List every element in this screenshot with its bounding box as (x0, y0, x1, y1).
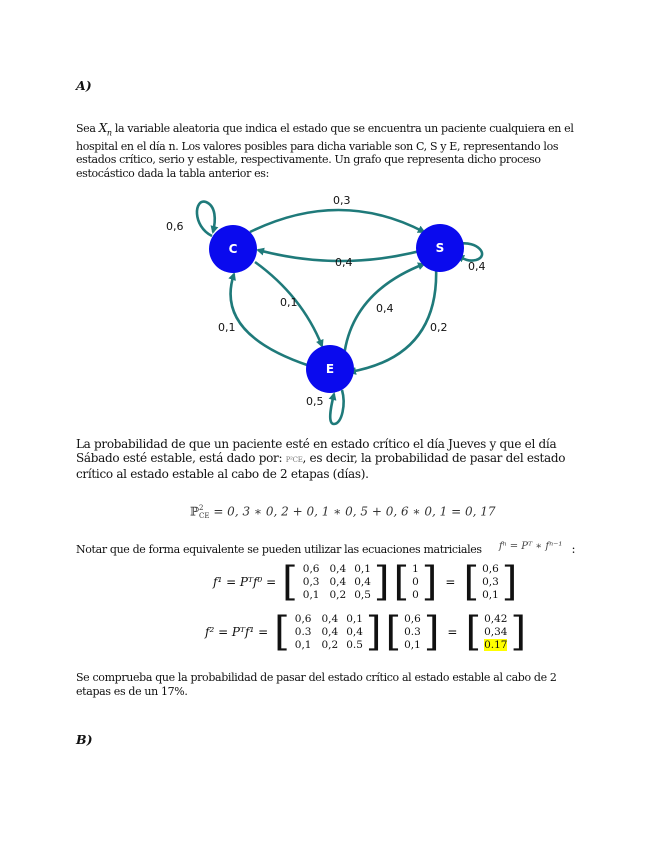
mat2-v: [ 0,6 0.3 0,1 ] (385, 609, 440, 655)
prob-line3: crítico al estado estable al cabo de 2 etapas (días). (76, 467, 369, 481)
edge-label-se: 0,2 (430, 321, 448, 334)
state-graph (160, 188, 500, 428)
mat1-result: [ 0,6 0,3 0,1 ] (463, 559, 518, 605)
prob-line1: La probabilidad de que un paciente esté en estado crítico el día Jueves y que el día (76, 437, 557, 451)
conclusion-paragraph (76, 671, 596, 698)
intro-line1: la variable aleatoria que indica el estado que se encuentra un paciente cualquiera en el (114, 122, 574, 135)
mat2-eq: = (447, 625, 458, 639)
edge-c-s (250, 210, 424, 232)
notar-colon: : (571, 542, 576, 556)
edge-label-cs: 0,3 (333, 194, 351, 207)
edge-label-sc: 0,4 (335, 256, 353, 269)
edge-label-cc: 0,6 (166, 220, 184, 233)
notar-text: Notar que de forma equivalente se pueden utilizar las ecuaciones matriciales (76, 543, 482, 556)
mat1-v: [ 1 0 0 ] (393, 559, 438, 605)
heading-a: A) (76, 78, 92, 93)
node-e-label: E (325, 362, 335, 376)
highlighted-result: 0.17 (484, 638, 508, 651)
mat1-eq: = (445, 575, 456, 589)
intro-line2: hospital en el día n. Los valores posibles para dicha variable son C, S y E, representando los (76, 139, 559, 153)
edge-label-ec: 0,1 (218, 321, 236, 334)
edge-label-ee: 0,5 (306, 395, 324, 408)
prob-symbol: P²CE (285, 456, 303, 464)
mat2-result: [ 0,42 0,34 0.17 ] (465, 609, 527, 655)
notar-equation: fⁿ = Pᵀ ∗ fⁿ⁻¹ (498, 541, 563, 552)
edge-label-ce: 0,1 (280, 296, 298, 309)
mat1-lhs: f¹ = Pᵀf⁰ = (213, 575, 277, 589)
mat2-P: [ 0,6 0,4 0,1 0.3 0,4 0,4 0,1 0,2 0.5 ] (274, 609, 382, 655)
matrix-equation-1 (213, 559, 518, 605)
edge-label-es: 0,4 (376, 302, 394, 315)
intro-pre: Sea (76, 122, 96, 135)
probability-paragraph (76, 437, 596, 481)
mat2-lhs: f² = Pᵀf¹ = (205, 625, 269, 639)
intro-paragraph (76, 122, 576, 180)
mat1-P: [ 0,6 0,4 0,1 0,3 0,4 0,4 0,1 0,2 0,5 ] (282, 559, 390, 605)
conclusion-line2: etapas es de un 17%. (76, 684, 188, 698)
var-symbol: $X_n$ (98, 121, 112, 138)
node-c-label: C (228, 242, 238, 256)
edge-label-ss: 0,4 (468, 260, 486, 273)
intro-line4: estocástico dada la tabla anterior es: (76, 166, 269, 180)
intro-line3: estados crítico, serio y estable, respectivamente. Un grafo que representa dicho proceso (76, 153, 541, 167)
probability-equation: ℙ 2 CE = 0, 3 ∗ 0, 2 + 0, 1 ∗ 0, 5 + 0, 6 ∗ 0, 1 = 0, 17 (190, 504, 496, 520)
edge-e-e (330, 390, 343, 424)
prob-line2-post: , es decir, la probabilidad de pasar del estado (302, 451, 566, 465)
edge-s-e (350, 266, 436, 372)
node-s-label: S (435, 241, 445, 255)
notar-line (76, 538, 576, 557)
edge-c-c (197, 202, 215, 236)
prob-line2-pre: Sábado esté estable, está dado por: (76, 451, 283, 465)
edge-e-c (231, 274, 310, 366)
conclusion-line1: Se comprueba que la probabilidad de pasar del estado crítico al estado estable al cabo de 2 (76, 671, 557, 684)
heading-b: B) (76, 732, 93, 747)
matrix-equation-2 (205, 609, 527, 655)
